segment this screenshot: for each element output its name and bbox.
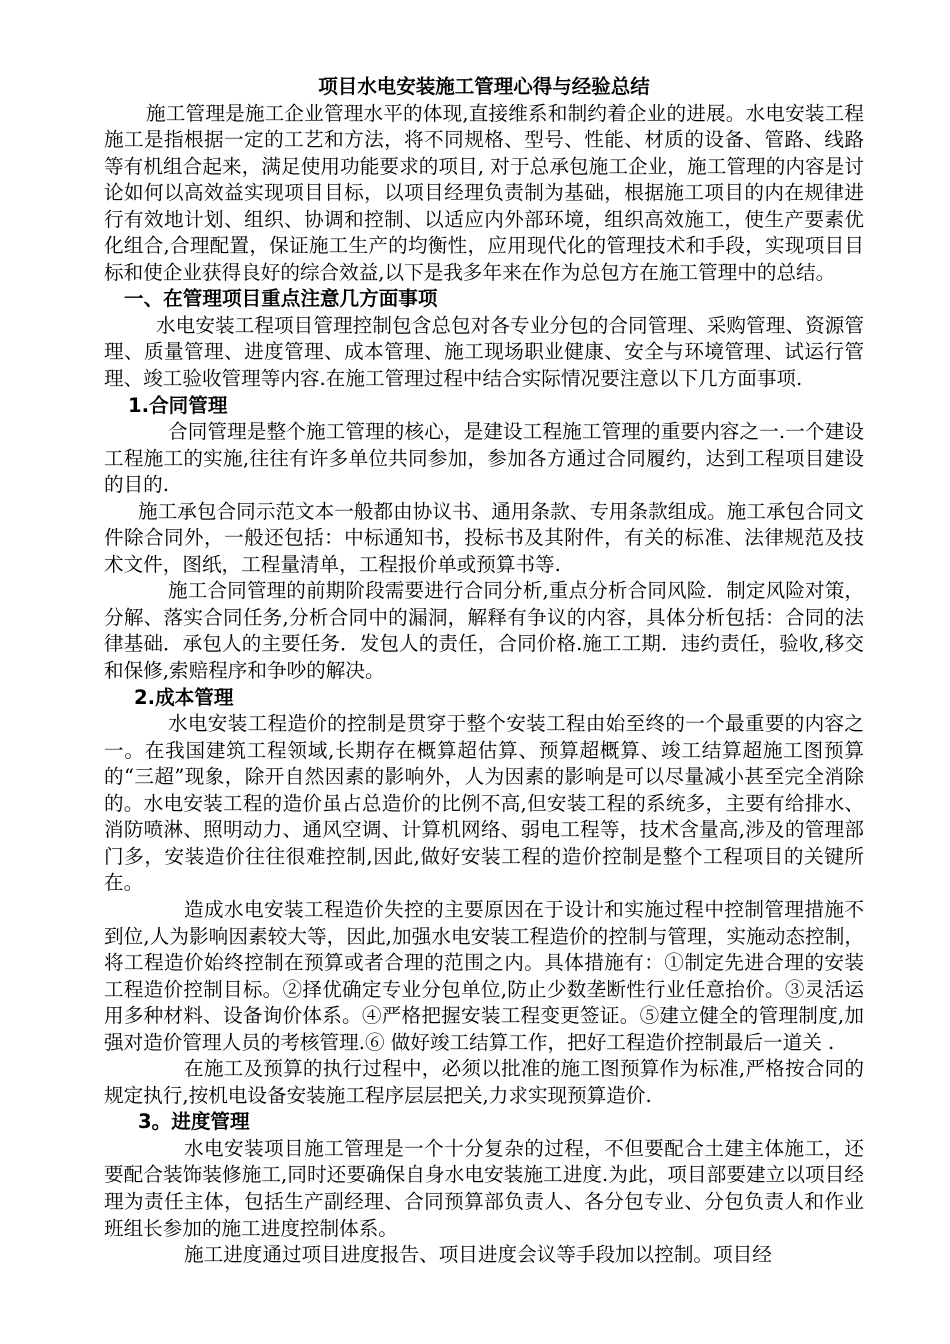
document-title: 项目水电安装施工管理心得与经验总结	[318, 75, 650, 98]
section-heading-1: 一、在管理项目重点注意几方面事项	[124, 287, 438, 311]
contract-paragraph-2: 施工承包合同示范文本一般都由协议书、通用条款、专用条款组成。施工承包合同文件除合同外，一般还包括：中标通知书，投标书及其附件，有关的标准、法律规范及技术文件，图纸，工程量清单，工程报价单或预算书等.	[104, 499, 864, 576]
subsection-heading-schedule: 3。进度管理	[138, 1110, 250, 1134]
section-1-paragraph: 水电安装工程项目管理控制包含总包对各专业分包的合同管理、采购管理、资源管理、质量管理、进度管理、成本管理、施工现场职业健康、安全与环境管理、试运行管理、竣工验收管理等内容.在施工管理过程中结合实际情况要注意以下几方面事项.	[104, 313, 864, 391]
subsection-heading-contract: 1.合同管理	[128, 393, 228, 417]
cost-paragraph-3: 在施工及预算的执行过程中，必须以批准的施工图预算作为标准,严格按合同的规定执行,按机电设备安装施工程序层层把关,力求实现预算造价.	[104, 1057, 864, 1107]
subsection-heading-cost: 2.成本管理	[134, 685, 234, 709]
cost-paragraph-1: 水电安装工程造价的控制是贯穿于整个安装工程由始至终的一个最重要的内容之一。在我国建筑工程领域,长期存在概算超估算、预算超概算、竣工结算超施工图预算的“三超”现象，除开自然因素的影响外，人为因素的影响是可以尽量减小甚至完全消除的。水电安装工程的造价虽占总造价的比例不高,但安装工程的系统多，主要有给排水、消防喷淋、照明动力、通风空调、计算机网络、弱电工程等，技术含量高,涉及的管理部门多，安装造价往往很难控制,因此,做好安装工程的造价控制是整个工程项目的关键所在。	[104, 712, 864, 895]
cost-paragraph-2: 造成水电安装工程造价失控的主要原因在于设计和实施过程中控制管理措施不到位,人为影响因素较大等，因此,加强水电安装工程造价的控制与管理，实施动态控制，将工程造价始终控制在预算或者合理的范围之内。具体措施有：①制定先进合理的安装工程造价控制目标。②择优确定专业分包单位,防止少数垄断性行业任意抬价。③灵活运用多种材料、设备询价体系。④严格把握安装工程变更签证。⑤建立健全的管理制度,加强对造价管理人员的考核管理.⑥ 做好竣工结算工作，把好工程造价控制最后一道关 .	[104, 897, 864, 1054]
contract-paragraph-1: 合同管理是整个施工管理的核心，是建设工程施工管理的重要内容之一.一个建设工程施工的实施,往往有许多单位共同参加，参加各方通过合同履约，达到工程项目建设的目的.	[104, 420, 864, 497]
schedule-paragraph-1: 水电安装项目施工管理是一个十分复杂的过程，不但要配合土建主体施工，还要配合装饰装修施工,同时还要确保自身水电安装施工进度.为此，项目部要建立以项目经理为责任主体，包括生产副经理、合同预算部负责人、各分包专业、分包负责人和作业班组长参加的施工进度控制体系。	[104, 1136, 864, 1240]
intro-paragraph: 施工管理是施工企业管理水平的体现,直接维系和制约着企业的进展。水电安装工程施工是指根据一定的工艺和方法，将不同规格、型号、性能、材质的设备、管路、线路等有机组合起来，满足使用功能要求的项目, 对于总承包施工企业，施工管理的内容是讨论如何以高效益实现项目目标，以项目经理负责制为基础，根据施工项目的内在规律进行有效地计划、组织、协调和控制、以适应内外部环境，组织高效施工，使生产要素优化组合,合理配置，保证施工生产的均衡性，应用现代化的管理技术和手段，实现项目目标和使企业获得良好的综合效益,以下是我多年来在作为总包方在施工管理中的总结。	[104, 101, 864, 284]
contract-paragraph-3: 施工合同管理的前期阶段需要进行合同分析,重点分析合同风险．制定风险对策，分解、落实合同任务,分析合同中的漏洞，解释有争议的内容，具体分析包括：合同的法律基础．承包人的主要任务．发包人的责任，合同价格.施工工期．违约责任，验收,移交和保修,索赔程序和争吵的解决。	[104, 579, 864, 683]
schedule-paragraph-2: 施工进度通过项目进度报告、项目进度会议等手段加以控制。项目经	[184, 1243, 772, 1267]
document-page	[104, 74, 864, 1269]
